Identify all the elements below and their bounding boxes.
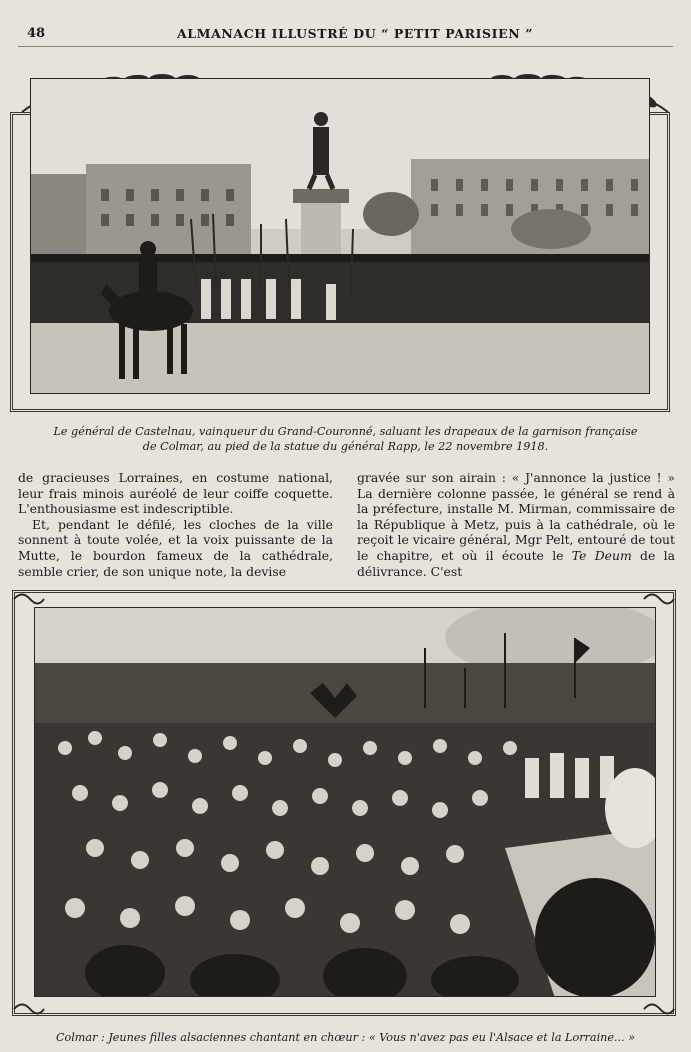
right-text-before: gravée sur son airain : « J'annonce la justice ! » La dernière colonne passée, le général se rend à la préfecture, installe M. Mirman, commissaire de la République à Metz, puis à la cathédrale, où le reçoit le vicaire général, Mgr Pelt, entouré de tout le chapitre, et où il écoute le — [357, 470, 675, 563]
running-title: ALMANACH ILLUSTRÉ DU “ PETIT PARISIEN ” — [176, 26, 534, 41]
photo-colmar-singing-crowd — [34, 607, 656, 997]
photo-castelnau-statue-rapp — [30, 78, 650, 394]
corner-ornament-bottom-right — [642, 998, 676, 1020]
figure1-caption — [12, 424, 679, 454]
article-right-column — [357, 470, 675, 579]
right-text-after: de la délivrance. C'est — [357, 547, 675, 579]
figure2-caption: Colmar : Jeunes filles alsaciennes chantant en chœur : « Vous n'avez pas eu l'Alsace et la Lorraine... » — [55, 1031, 636, 1044]
page-header — [0, 20, 691, 46]
corner-ornament-bottom-left — [12, 998, 46, 1020]
right-paragraph — [357, 470, 675, 579]
article-left-column — [18, 470, 333, 579]
left-paragraph-2: Et, pendant le défilé, les cloches de la ville sonnent à toute volée, et la voix puissante de la Mutte, le bourdon fameux de la cathédrale, semble crier, de son unique note, la devise — [18, 516, 333, 579]
te-deum-italic: Te Deum — [571, 547, 632, 563]
left-paragraph-1: de gracieuses Lorraines, en costume national, leur frais minois auréolé de leur coiffe coquette. L'enthousiasme est indescriptible. — [18, 470, 333, 517]
header-rule — [18, 46, 673, 47]
figure1-caption-line1: Le général de Castelnau, vainqueur du Grand-Couronné, saluant les drapeaux de la garnison française — [53, 425, 638, 438]
page-number: 48 — [27, 26, 46, 41]
figure1-caption-line2: de Colmar, au pied de la statue du général Rapp, le 22 novembre 1918. — [142, 440, 549, 453]
